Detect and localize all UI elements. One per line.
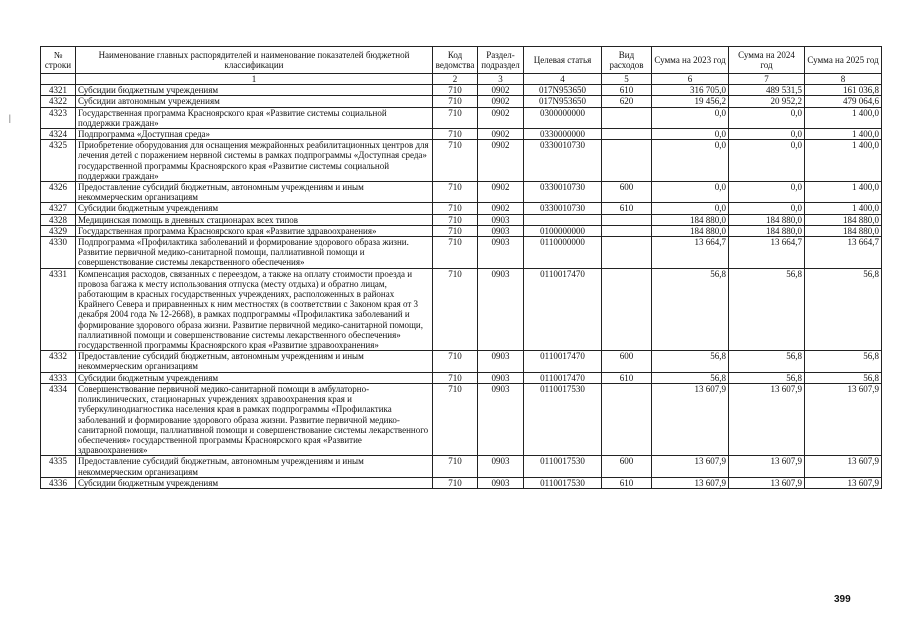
section-cell: 0902 [478, 96, 524, 107]
name-cell: Государственная программа Красноярского края «Развитие здравоохранения» [76, 225, 433, 236]
table-row [41, 456, 882, 477]
name-cell: Предоставление субсидий бюджетным, автономным учреждениям и иным некоммерческим организациям [76, 351, 433, 372]
sum-2025-cell: 1 400,0 [805, 182, 882, 203]
dept-code-cell: 710 [433, 456, 478, 477]
target-article-cell: 017N953650 [524, 96, 602, 107]
section-cell: 0903 [478, 268, 524, 351]
target-article-cell: 0110017530 [524, 456, 602, 477]
section-cell: 0902 [478, 182, 524, 203]
table-row [41, 107, 882, 128]
sum-2025-cell: 184 880,0 [805, 225, 882, 236]
target-article-cell: 0110017530 [524, 477, 602, 488]
expense-type-cell [602, 129, 652, 140]
row-number-cell: 4330 [41, 237, 76, 269]
table-row [41, 351, 882, 372]
expense-type-cell [602, 214, 652, 225]
table-row [41, 214, 882, 225]
header-row-number: № строки [41, 47, 76, 74]
expense-type-cell: 610 [602, 372, 652, 383]
target-article-cell: 0110017470 [524, 268, 602, 351]
dept-code-cell: 710 [433, 351, 478, 372]
sum-2024-cell: 184 880,0 [729, 225, 805, 236]
header-dept-code: Код ведомства [433, 47, 478, 74]
sum-2023-cell: 0,0 [652, 203, 729, 214]
section-cell: 0903 [478, 225, 524, 236]
row-number-cell: 4325 [41, 140, 76, 182]
sum-2025-cell: 56,8 [805, 351, 882, 372]
sum-2023-cell: 56,8 [652, 372, 729, 383]
sum-2024-cell: 13 607,9 [729, 456, 805, 477]
column-index-row [41, 74, 882, 85]
sum-2023-cell: 19 456,2 [652, 96, 729, 107]
expense-type-cell [602, 268, 652, 351]
sum-2025-cell: 1 400,0 [805, 203, 882, 214]
expense-type-cell [602, 383, 652, 455]
sum-2024-cell: 0,0 [729, 107, 805, 128]
document-page [40, 46, 881, 489]
row-number-cell: 4321 [41, 85, 76, 96]
name-cell: Субсидии бюджетным учреждениям [76, 372, 433, 383]
sum-2025-cell: 13 607,9 [805, 383, 882, 455]
target-article-cell: 0110017470 [524, 351, 602, 372]
target-article-cell: 0330000000 [524, 129, 602, 140]
sum-2024-cell: 56,8 [729, 268, 805, 351]
dept-code-cell: 710 [433, 203, 478, 214]
section-cell: 0902 [478, 85, 524, 96]
sum-2024-cell: 20 952,2 [729, 96, 805, 107]
dept-code-cell: 710 [433, 140, 478, 182]
table-row [41, 237, 882, 269]
index-cell: 8 [805, 74, 882, 85]
sum-2024-cell: 13 607,9 [729, 477, 805, 488]
sum-2023-cell: 316 705,0 [652, 85, 729, 96]
name-cell: Субсидии бюджетным учреждениям [76, 85, 433, 96]
sum-2023-cell: 56,8 [652, 268, 729, 351]
sum-2025-cell: 56,8 [805, 372, 882, 383]
row-number-cell: 4327 [41, 203, 76, 214]
dept-code-cell: 710 [433, 107, 478, 128]
row-number-cell: 4326 [41, 182, 76, 203]
row-number-cell: 4332 [41, 351, 76, 372]
row-number-cell: 4328 [41, 214, 76, 225]
header-target-article: Целевая статья [524, 47, 602, 74]
row-number-cell: 4323 [41, 107, 76, 128]
name-cell: Предоставление субсидий бюджетным, автономным учреждениям и иным некоммерческим организациям [76, 182, 433, 203]
sum-2023-cell: 13 607,9 [652, 456, 729, 477]
expense-type-cell: 610 [602, 477, 652, 488]
name-cell: Компенсация расходов, связанных с переездом, а также на оплату стоимости проезда и провоза багажа к месту использования отпуска (месту отдыха) и обратно лицам, работающим в красных государственных учреждениях, расположенных в районах Крайнего Севера и приравненных к ним местностях (в соответствии с Законом края от 3 декабря 2004 года № 12-2668), в рамках подпрограммы «Профилактика заболеваний и формирование здорового образа жизни. Развитие первичной медико-санитарной помощи, паллиативной помощи и совершенствование системы лекарственного обеспечения» государственной программы Красноярского края «Развитие здравоохранения» [76, 268, 433, 351]
header-sum-2025: Сумма на 2025 год [805, 47, 882, 74]
page-number: 399 [834, 594, 851, 605]
expense-type-cell: 610 [602, 85, 652, 96]
dept-code-cell: 710 [433, 268, 478, 351]
index-cell: 6 [652, 74, 729, 85]
sum-2025-cell: 1 400,0 [805, 140, 882, 182]
dept-code-cell: 710 [433, 182, 478, 203]
expense-type-cell [602, 140, 652, 182]
row-number-cell: 4333 [41, 372, 76, 383]
dept-code-cell: 710 [433, 214, 478, 225]
sum-2025-cell: 184 880,0 [805, 214, 882, 225]
target-article-cell: 0110000000 [524, 237, 602, 269]
expense-type-cell: 620 [602, 96, 652, 107]
header-name: Наименование главных распорядителей и наименование показателей бюджетной классификации [76, 47, 433, 74]
row-number-cell: 4331 [41, 268, 76, 351]
index-cell: 2 [433, 74, 478, 85]
expense-type-cell: 600 [602, 351, 652, 372]
target-article-cell: 0110017530 [524, 383, 602, 455]
sum-2024-cell: 0,0 [729, 129, 805, 140]
section-cell: 0903 [478, 214, 524, 225]
table-row [41, 140, 882, 182]
name-cell: Приобретение оборудования для оснащения межрайонных реабилитационных центров для лечения детей с поражением нервной системы в рамках подпрограммы «Доступная среда» государственной программы Красноярского края «Развитие системы социальной поддержки граждан» [76, 140, 433, 182]
sum-2025-cell: 56,8 [805, 268, 882, 351]
section-cell: 0903 [478, 456, 524, 477]
row-number-cell: 4329 [41, 225, 76, 236]
header-sum-2023: Сумма на 2023 год [652, 47, 729, 74]
sum-2024-cell: 0,0 [729, 203, 805, 214]
sum-2023-cell: 13 607,9 [652, 477, 729, 488]
sum-2023-cell: 13 664,7 [652, 237, 729, 269]
dept-code-cell: 710 [433, 237, 478, 269]
name-cell: Медицинская помощь в дневных стационарах всех типов [76, 214, 433, 225]
name-cell: Субсидии бюджетным учреждениям [76, 203, 433, 214]
name-cell: Совершенствование первичной медико-санитарной помощи в амбулаторно-поликлинических, стационарных учреждениях здравоохранения края и туберкулинодиагностика населения края в рамках подпрограммы «Профилактика заболеваний и формирование здорового образа жизни. Развитие первичной медико-санитарной помощи, паллиативной помощи и совершенствование системы лекарственного обеспечения» государственной программы Красноярского края «Развитие здравоохранения» [76, 383, 433, 455]
section-cell: 0903 [478, 237, 524, 269]
index-cell: 3 [478, 74, 524, 85]
budget-table [40, 46, 882, 489]
index-cell: 4 [524, 74, 602, 85]
expense-type-cell: 610 [602, 203, 652, 214]
dept-code-cell: 710 [433, 477, 478, 488]
index-cell: 1 [76, 74, 433, 85]
sum-2023-cell: 0,0 [652, 129, 729, 140]
table-row [41, 225, 882, 236]
section-cell: 0902 [478, 129, 524, 140]
sum-2024-cell: 56,8 [729, 351, 805, 372]
expense-type-cell [602, 237, 652, 269]
name-cell: Субсидии бюджетным учреждениям [76, 477, 433, 488]
table-header [41, 47, 882, 85]
sum-2023-cell: 184 880,0 [652, 225, 729, 236]
table-row [41, 477, 882, 488]
dept-code-cell: 710 [433, 225, 478, 236]
name-cell: Субсидии автономным учреждениям [76, 96, 433, 107]
dept-code-cell: 710 [433, 85, 478, 96]
table-row [41, 203, 882, 214]
sum-2023-cell: 13 607,9 [652, 383, 729, 455]
index-cell: 5 [602, 74, 652, 85]
target-article-cell: 0330010730 [524, 140, 602, 182]
sum-2023-cell: 184 880,0 [652, 214, 729, 225]
target-article-cell: 0110017470 [524, 372, 602, 383]
section-cell: 0903 [478, 351, 524, 372]
target-article-cell [524, 214, 602, 225]
header-expense-type: Вид расходов [602, 47, 652, 74]
table-row [41, 85, 882, 96]
index-cell: 7 [729, 74, 805, 85]
dept-code-cell: 710 [433, 372, 478, 383]
target-article-cell: 0300000000 [524, 107, 602, 128]
sum-2025-cell: 13 607,9 [805, 456, 882, 477]
sum-2025-cell: 13 607,9 [805, 477, 882, 488]
expense-type-cell [602, 107, 652, 128]
row-number-cell: 4324 [41, 129, 76, 140]
table-row [41, 96, 882, 107]
section-cell: 0903 [478, 383, 524, 455]
section-cell: 0903 [478, 477, 524, 488]
sum-2025-cell: 1 400,0 [805, 107, 882, 128]
header-section: Раздел-подраздел [478, 47, 524, 74]
target-article-cell: 0330010730 [524, 203, 602, 214]
index-cell [41, 74, 76, 85]
sum-2023-cell: 0,0 [652, 107, 729, 128]
section-cell: 0902 [478, 107, 524, 128]
table-body [41, 85, 882, 489]
sum-2024-cell: 56,8 [729, 372, 805, 383]
expense-type-cell: 600 [602, 456, 652, 477]
expense-type-cell: 600 [602, 182, 652, 203]
sum-2024-cell: 184 880,0 [729, 214, 805, 225]
header-sum-2024: Сумма на 2024 год [729, 47, 805, 74]
name-cell: Предоставление субсидий бюджетным, автономным учреждениям и иным некоммерческим организациям [76, 456, 433, 477]
table-row [41, 372, 882, 383]
sum-2025-cell: 479 064,6 [805, 96, 882, 107]
sum-2023-cell: 0,0 [652, 182, 729, 203]
target-article-cell: 0100000000 [524, 225, 602, 236]
row-number-cell: 4322 [41, 96, 76, 107]
table-row [41, 383, 882, 455]
sum-2023-cell: 0,0 [652, 140, 729, 182]
dept-code-cell: 710 [433, 96, 478, 107]
target-article-cell: 017N953650 [524, 85, 602, 96]
row-number-cell: 4335 [41, 456, 76, 477]
sum-2025-cell: 1 400,0 [805, 129, 882, 140]
sum-2024-cell: 13 607,9 [729, 383, 805, 455]
sum-2024-cell: 0,0 [729, 182, 805, 203]
sum-2024-cell: 489 531,5 [729, 85, 805, 96]
row-number-cell: 4336 [41, 477, 76, 488]
sum-2023-cell: 56,8 [652, 351, 729, 372]
target-article-cell: 0330010730 [524, 182, 602, 203]
section-cell: 0903 [478, 372, 524, 383]
section-cell: 0902 [478, 140, 524, 182]
dept-code-cell: 710 [433, 383, 478, 455]
name-cell: Подпрограмма «Профилактика заболеваний и формирование здорового образа жизни. Развитие первичной медико-санитарной помощи, паллиативной помощи и совершенствование системы лекарственного обеспечения» [76, 237, 433, 269]
table-row [41, 268, 882, 351]
sum-2024-cell: 0,0 [729, 140, 805, 182]
dept-code-cell: 710 [433, 129, 478, 140]
sum-2025-cell: 13 664,7 [805, 237, 882, 269]
table-row [41, 182, 882, 203]
name-cell: Подпрограмма «Доступная среда» [76, 129, 433, 140]
sum-2025-cell: 161 036,8 [805, 85, 882, 96]
margin-mark: | [9, 113, 11, 123]
table-row [41, 129, 882, 140]
row-number-cell: 4334 [41, 383, 76, 455]
sum-2024-cell: 13 664,7 [729, 237, 805, 269]
expense-type-cell [602, 225, 652, 236]
section-cell: 0902 [478, 203, 524, 214]
name-cell: Государственная программа Красноярского края «Развитие системы социальной поддержки граждан» [76, 107, 433, 128]
